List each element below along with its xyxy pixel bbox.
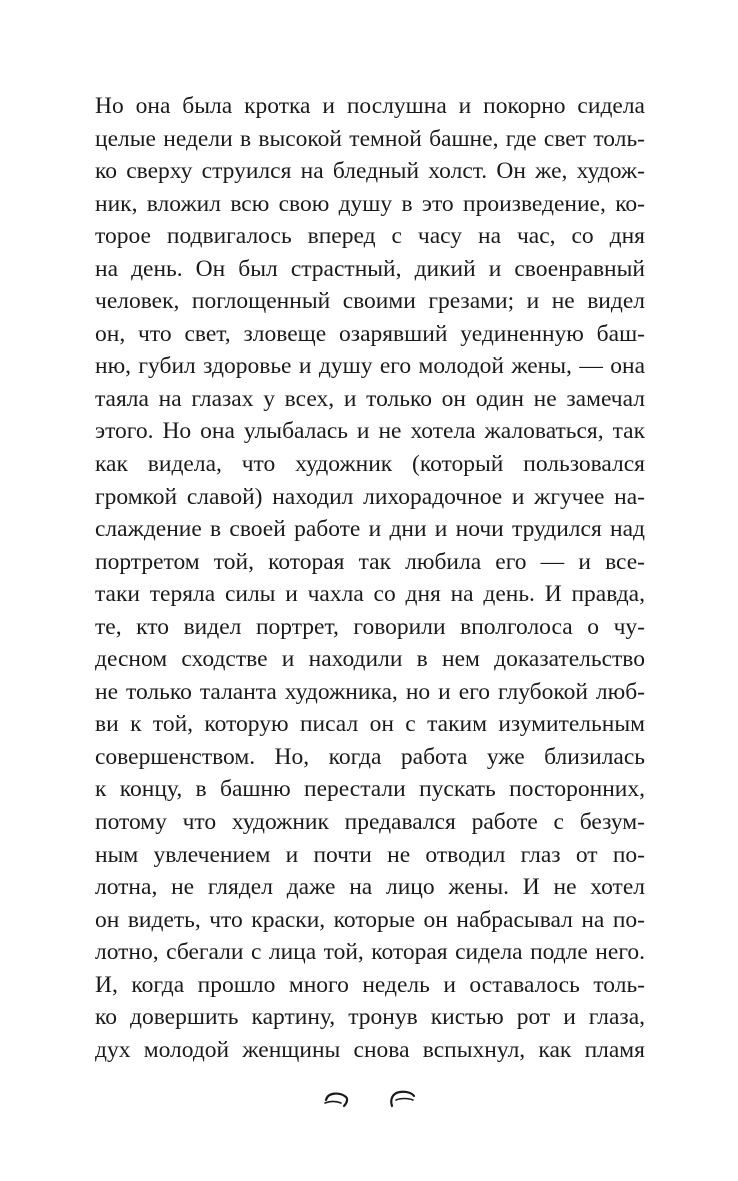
text-line: он, что свет, зловеще озарявший уединенную баш-: [95, 320, 645, 347]
text-line: ко довершить картину, тронув кистью рот и глаза,: [95, 1004, 645, 1031]
text-line: слаждение в своей работе и дни и ночи трудился над: [95, 516, 645, 543]
text-line: портретом той, которая так любила его — и все-: [95, 548, 645, 575]
text-line: громкой славой) находил лихорадочное и жгучее на-: [95, 483, 645, 510]
text-line: к концу, в башню перестали пускать посторонних,: [95, 776, 645, 803]
text-line: ви к той, которую писал он с таким изумительным: [95, 711, 645, 738]
text-line: ник, вложил всю свою душу в это произведение, ко-: [95, 190, 645, 217]
body-text: [95, 90, 645, 1066]
text-line: совершенством. Но, когда работа уже близилась: [95, 743, 645, 770]
text-line: И, когда прошло много недель и оставалось толь-: [95, 971, 645, 998]
text-line: те, кто видел портрет, говорили вполголоса о чу-: [95, 613, 645, 640]
text-line: лотна, не глядел даже на лицо жены. И не хотел: [95, 874, 645, 901]
text-line: он видеть, что краски, которые он набрасывал на по-: [95, 906, 645, 933]
text-line: на день. Он был страстный, дикий и своенравный: [95, 255, 645, 282]
text-line: человек, поглощенный своими грезами; и не видел: [95, 288, 645, 315]
text-line: целые недели в высокой темной башне, где свет толь-: [95, 125, 645, 152]
text-line: торое подвигалось вперед с часу на час, со дня: [95, 223, 645, 250]
text-line: ным увлечением и почти не отводил глаз от по-: [95, 841, 645, 868]
page-number-ornament-icon: [322, 1088, 417, 1110]
text-line: Но она была кротка и послушна и покорно сидела: [95, 93, 645, 119]
text-line: десном сходстве и находили в нем доказательство: [95, 646, 645, 673]
text-line: ню, губил здоровье и душу его молодой жены, — она: [95, 353, 645, 380]
text-line: не только таланта художника, но и его глубокой люб-: [95, 678, 645, 705]
text-line: как видела, что художник (который пользовался: [95, 451, 645, 478]
text-line: потому что художник предавался работе с безум-: [95, 809, 645, 836]
text-line: лотно, сбегали с лица той, которая сидела подле него.: [95, 939, 645, 966]
text-line: таяла на глазах у всех, и только он один не замечал: [95, 385, 645, 412]
text-line: этого. Но она улыбалась и не хотела жаловаться, так: [95, 418, 645, 445]
text-line: ко сверху струился на бледный холст. Он же, худож-: [95, 158, 645, 185]
text-line: таки теряла силы и чахла со дня на день. И правда,: [95, 581, 645, 608]
text-line: дух молодой женщины снова вспыхнул, как пламя: [95, 1036, 645, 1063]
